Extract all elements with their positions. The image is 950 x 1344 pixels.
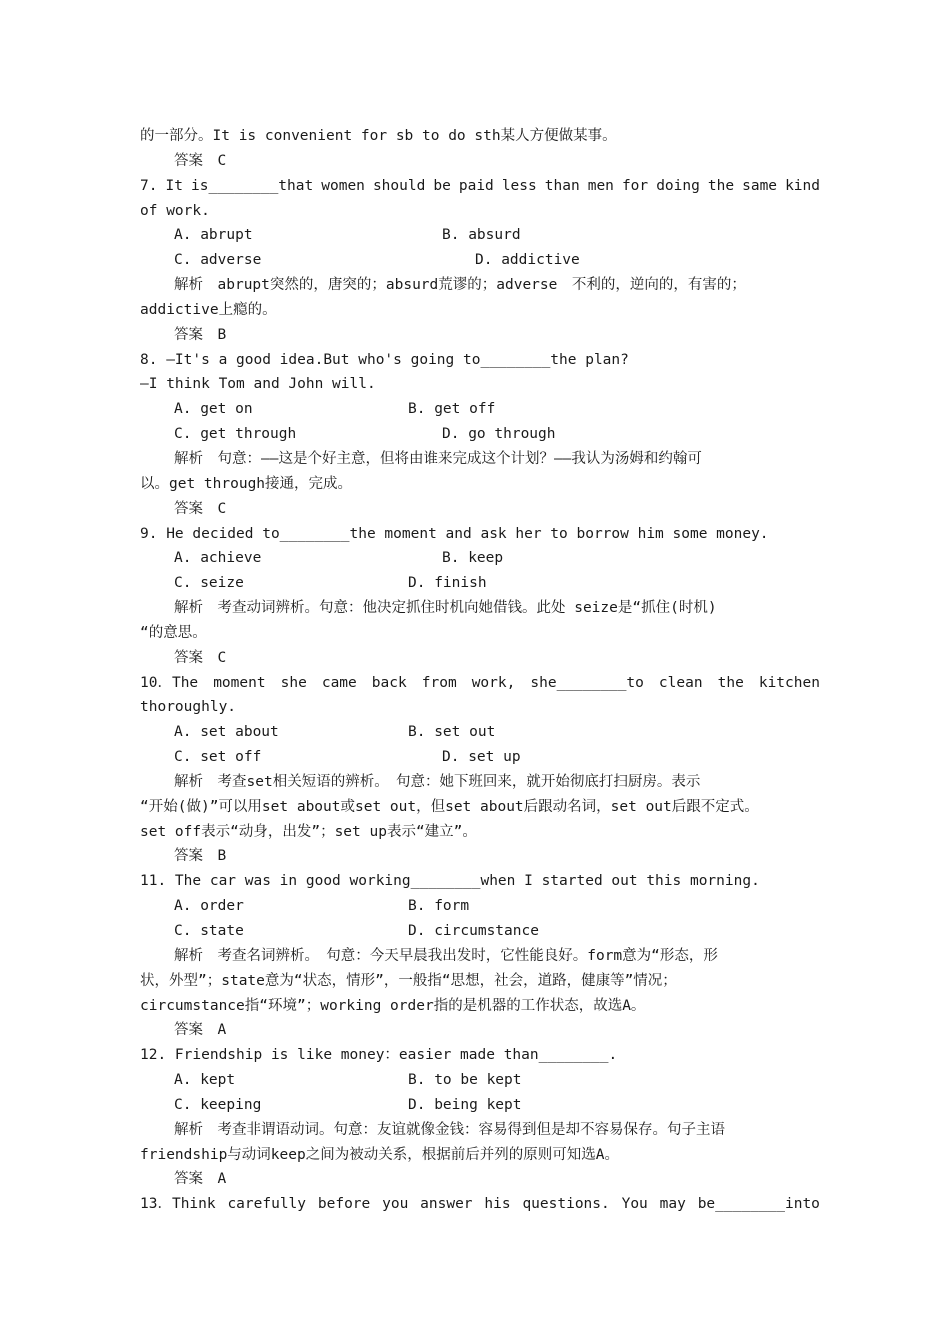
option-row xyxy=(140,397,820,422)
option-row xyxy=(140,248,820,273)
explanation-line: 解析 句意：——这是个好主意，但将由谁来完成这个计划？——我认为汤姆和约翰可 xyxy=(174,450,702,467)
option-text: C. get through xyxy=(174,426,297,443)
option-text: A. set about xyxy=(174,724,279,741)
option-text: D. circumstance xyxy=(408,923,539,939)
option-row xyxy=(140,1068,820,1093)
answer-line: 答案 B xyxy=(174,326,227,343)
answer-line: 答案 A xyxy=(174,1022,227,1039)
option-text: A. order xyxy=(174,898,244,915)
option-text: A. get on xyxy=(174,401,253,418)
option-text: D. addictive xyxy=(475,252,580,269)
explanation-line: addictive上瘾的。 xyxy=(140,301,277,318)
option-row xyxy=(140,571,820,596)
explanation-line: 解析 考查名词辨析。 句意：今天早晨我出发时，它性能良好。form意为“形态，形 xyxy=(174,947,718,964)
explanation-line: 状，外型”；state意为“状态，情形”，一般指“思想，社会，道路，健康等”情况； xyxy=(140,972,677,989)
explanation-line: 解析 考查动词辨析。句意：他决定抓住时机向她借钱。此处 seize是“抓住(时机) xyxy=(174,600,717,617)
option-text: C. keeping xyxy=(174,1096,262,1113)
option-row xyxy=(140,223,820,248)
question-item xyxy=(140,1192,820,1217)
question-stem-line: 13．Think carefully before you answer his questions. You may be________into xyxy=(140,1196,820,1213)
option-row xyxy=(140,745,820,770)
option-row xyxy=(140,546,820,571)
document-page xyxy=(140,124,820,1217)
option-row xyxy=(140,919,820,944)
question-item xyxy=(140,174,820,348)
option-text: D. set up xyxy=(442,749,521,766)
explanation-line: “开始(做)”可以用set about或set out，但set about后跟动名词，set out后跟不定式。 xyxy=(140,798,759,815)
previous-explanation-end: 的一部分。It is convenient for sb to do sth某人方便做某事。 xyxy=(140,128,617,144)
option-text: B. absurd xyxy=(442,227,521,244)
explanation-line: circumstance指“环境”；working order指的是机器的工作状态，故选A。 xyxy=(140,997,646,1014)
previous-answer: 答案 C xyxy=(174,152,227,169)
question-item xyxy=(140,671,820,870)
option-text: A. abrupt xyxy=(174,227,253,244)
option-text: A. kept xyxy=(174,1072,236,1089)
answer-line: 答案 C xyxy=(174,649,227,666)
explanation-line: “的意思。 xyxy=(140,624,207,641)
explanation-line: 解析 考查非谓语动词。句意：友谊就像金钱：容易得到但是却不容易保存。句子主语 xyxy=(174,1121,725,1138)
question-item xyxy=(140,348,820,522)
option-text: B. get off xyxy=(408,401,496,418)
answer-line: 答案 C xyxy=(174,500,227,517)
answer-line: 答案 B xyxy=(174,848,227,865)
question-stem-line: 12. Friendship is like money：easier made than________. xyxy=(140,1047,618,1064)
option-text: D. being kept xyxy=(408,1096,522,1113)
explanation-line: 以。get through接通，完成。 xyxy=(140,475,353,492)
option-text: D. finish xyxy=(408,575,487,592)
question-stem-line: 10．The moment she came back from work, she________to clean the kitchen xyxy=(140,674,820,691)
question-stem-line: —I think Tom and John will. xyxy=(140,376,376,393)
option-row xyxy=(140,894,820,919)
option-text: C. state xyxy=(174,923,244,939)
explanation-line: set off表示“动身，出发”；set up表示“建立”。 xyxy=(140,823,477,840)
option-text: C. adverse xyxy=(174,252,262,269)
explanation-line: friendship与动词keep之间为被动关系，根据前后并列的原则可知选A。 xyxy=(140,1146,619,1163)
explanation-line: 解析 考查set相关短语的辨析。 句意：她下班回来，就开始彻底打扫厨房。表示 xyxy=(174,773,701,790)
explanation-line: 解析 abrupt突然的，唐突的；absurd荒谬的；adverse 不利的，逆向的，有害的； xyxy=(174,277,746,294)
question-item xyxy=(140,522,820,671)
question-list xyxy=(140,174,820,1217)
option-text: A. achieve xyxy=(174,550,262,567)
option-row xyxy=(140,720,820,745)
option-text: B. set out xyxy=(408,724,496,741)
question-stem-line: 8. —It's a good idea.But who's going to________the plan? xyxy=(140,351,629,368)
option-text: B. form xyxy=(408,898,470,915)
question-stem-line: 11. The car was in good working________when I started out this morning. xyxy=(140,873,760,890)
question-stem-line: 7. It is________that women should be paid less than men for doing the same kind xyxy=(140,177,820,194)
option-row xyxy=(140,422,820,447)
question-item xyxy=(140,1043,820,1192)
question-stem-line: of work. xyxy=(140,202,210,219)
option-text: C. seize xyxy=(174,575,244,592)
question-item xyxy=(140,869,820,1043)
question-stem-line: 9. He decided to________the moment and ask her to borrow him some money. xyxy=(140,525,769,542)
answer-line: 答案 A xyxy=(174,1171,227,1188)
option-text: B. to be kept xyxy=(408,1072,522,1089)
option-row xyxy=(140,1093,820,1118)
option-text: D. go through xyxy=(442,426,556,443)
question-stem-line: thoroughly. xyxy=(140,699,237,716)
option-text: C. set off xyxy=(174,749,262,766)
option-text: B. keep xyxy=(442,550,504,567)
